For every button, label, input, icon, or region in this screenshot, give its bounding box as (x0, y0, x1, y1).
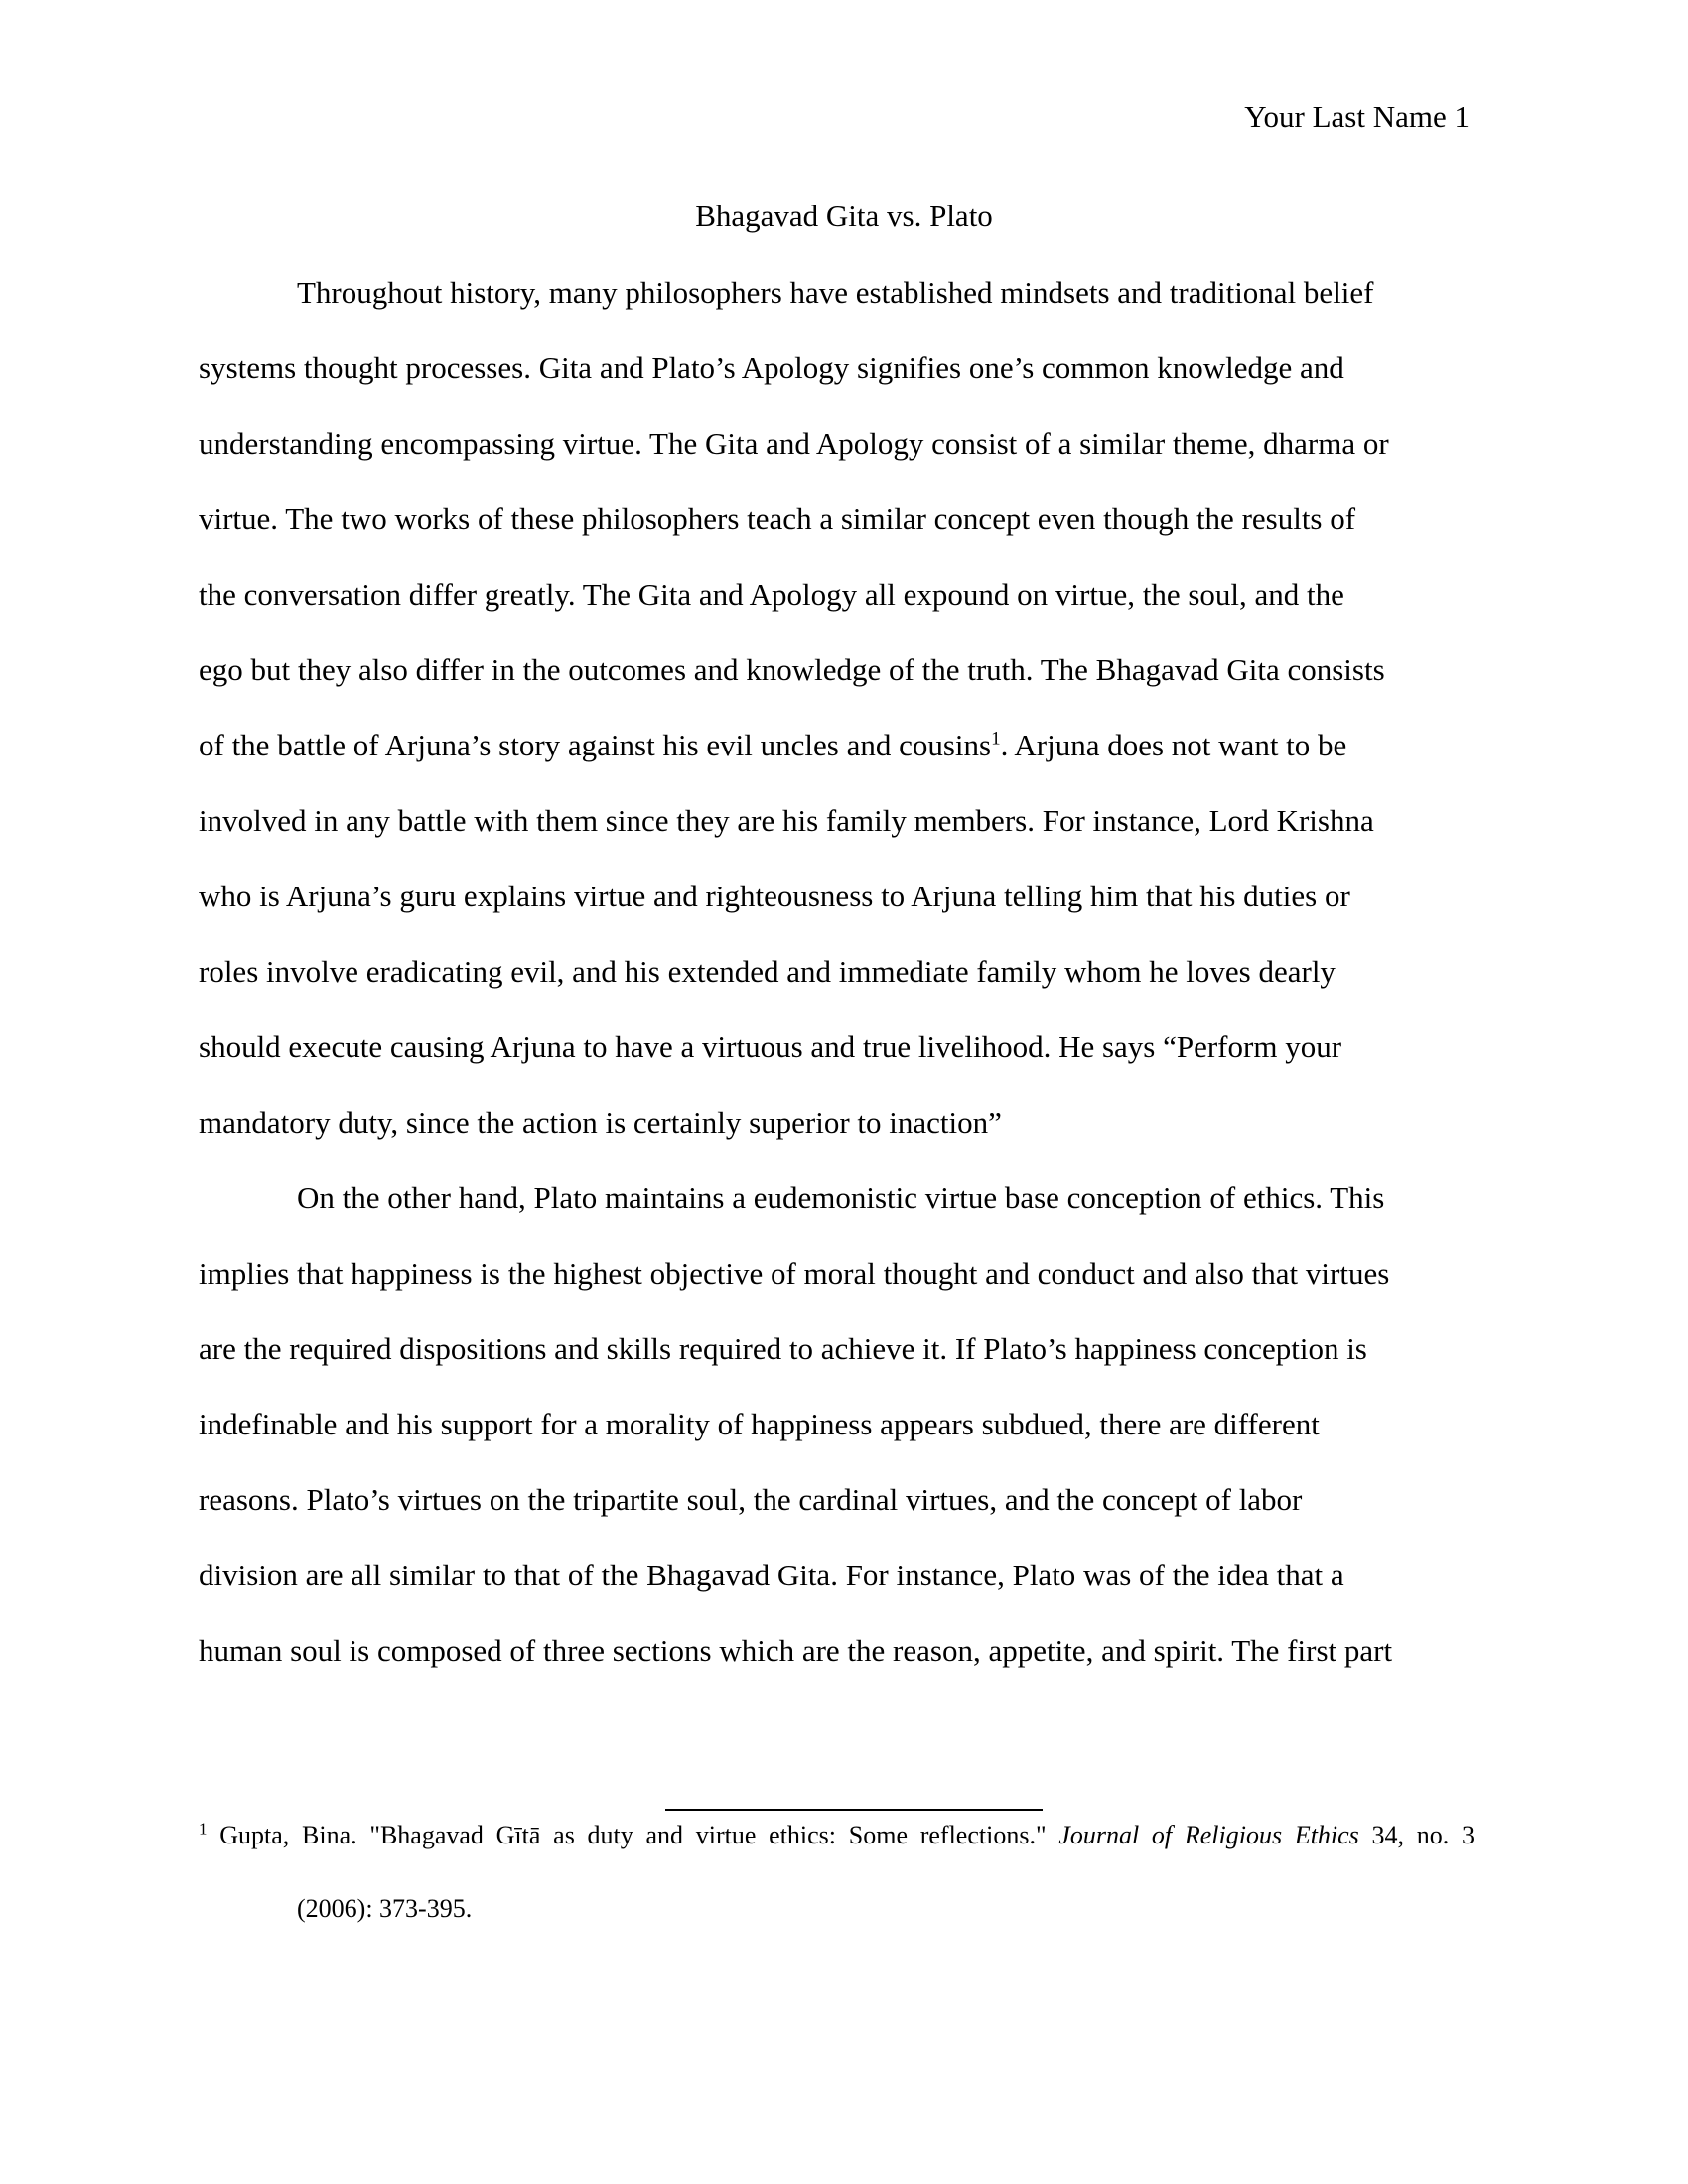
body-line: should execute causing Arjuna to have a virtuous and true livelihood. He says “Perform your (199, 1029, 1342, 1064)
body-line: are the required dispositions and skills required to achieve it. If Plato’s happiness conception is (199, 1331, 1367, 1366)
body-line: division are all similar to that of the Bhagavad Gita. For instance, Plato was of the idea that a (199, 1558, 1344, 1592)
body-line-text: of the battle of Arjuna’s story against his evil uncles and cousins (199, 728, 992, 762)
footnote-separator (665, 1809, 1043, 1811)
footnote (199, 1819, 1475, 1852)
running-head: Your Last Name 1 (1244, 99, 1470, 134)
body-line: reasons. Plato’s virtues on the tripartite soul, the cardinal virtues, and the concept of labor (199, 1482, 1303, 1517)
body-line: who is Arjuna’s guru explains virtue and righteousness to Arjuna telling him that his duties or (199, 879, 1350, 913)
body-line: mandatory duty, since the action is certainly superior to inaction” (199, 1105, 1002, 1140)
footnote-continuation: (2006): 373-395. (297, 1894, 473, 1923)
body-line: involved in any battle with them since they are his family members. For instance, Lord Krishna (199, 803, 1374, 838)
body-line: roles involve eradicating evil, and his extended and immediate family whom he loves dearly (199, 954, 1336, 989)
body-line: indefinable and his support for a morality of happiness appears subdued, there are different (199, 1407, 1320, 1441)
body-line: On the other hand, Plato maintains a eudemonistic virtue base conception of ethics. This (297, 1180, 1385, 1215)
body-line: ego but they also differ in the outcomes and knowledge of the truth. The Bhagavad Gita consists (199, 652, 1385, 687)
body-line: virtue. The two works of these philosophers teach a similar concept even though the results of (199, 501, 1356, 536)
page-title: Bhagavad Gita vs. Plato (695, 199, 993, 233)
footnote-volume: 34, no. 3 (1371, 1821, 1476, 1849)
footnote-citation: Gupta, Bina. "Bhagavad Gītā as duty and virtue ethics: Some reflections." (219, 1821, 1047, 1849)
body-line: human soul is composed of three sections which are the reason, appetite, and spirit. The first part (199, 1633, 1393, 1668)
body-line: understanding encompassing virtue. The Gita and Apology consist of a similar theme, dharma or (199, 426, 1389, 461)
body-line (199, 726, 1475, 765)
body-line: implies that happiness is the highest objective of moral thought and conduct and also that virtues (199, 1256, 1390, 1291)
body-line: Throughout history, many philosophers have established mindsets and traditional belief (297, 275, 1374, 310)
body-line: systems thought processes. Gita and Plato’s Apology signifies one’s common knowledge and (199, 350, 1344, 385)
body-line: the conversation differ greatly. The Gita and Apology all expound on virtue, the soul, and the (199, 577, 1344, 612)
footnote-reference[interactable]: 1 (991, 728, 1001, 750)
body-line-text: . Arjuna does not want to be (1000, 728, 1347, 762)
footnote-journal: Journal of Religious Ethics (1058, 1821, 1359, 1849)
footnote-mark: 1 (199, 1819, 208, 1839)
